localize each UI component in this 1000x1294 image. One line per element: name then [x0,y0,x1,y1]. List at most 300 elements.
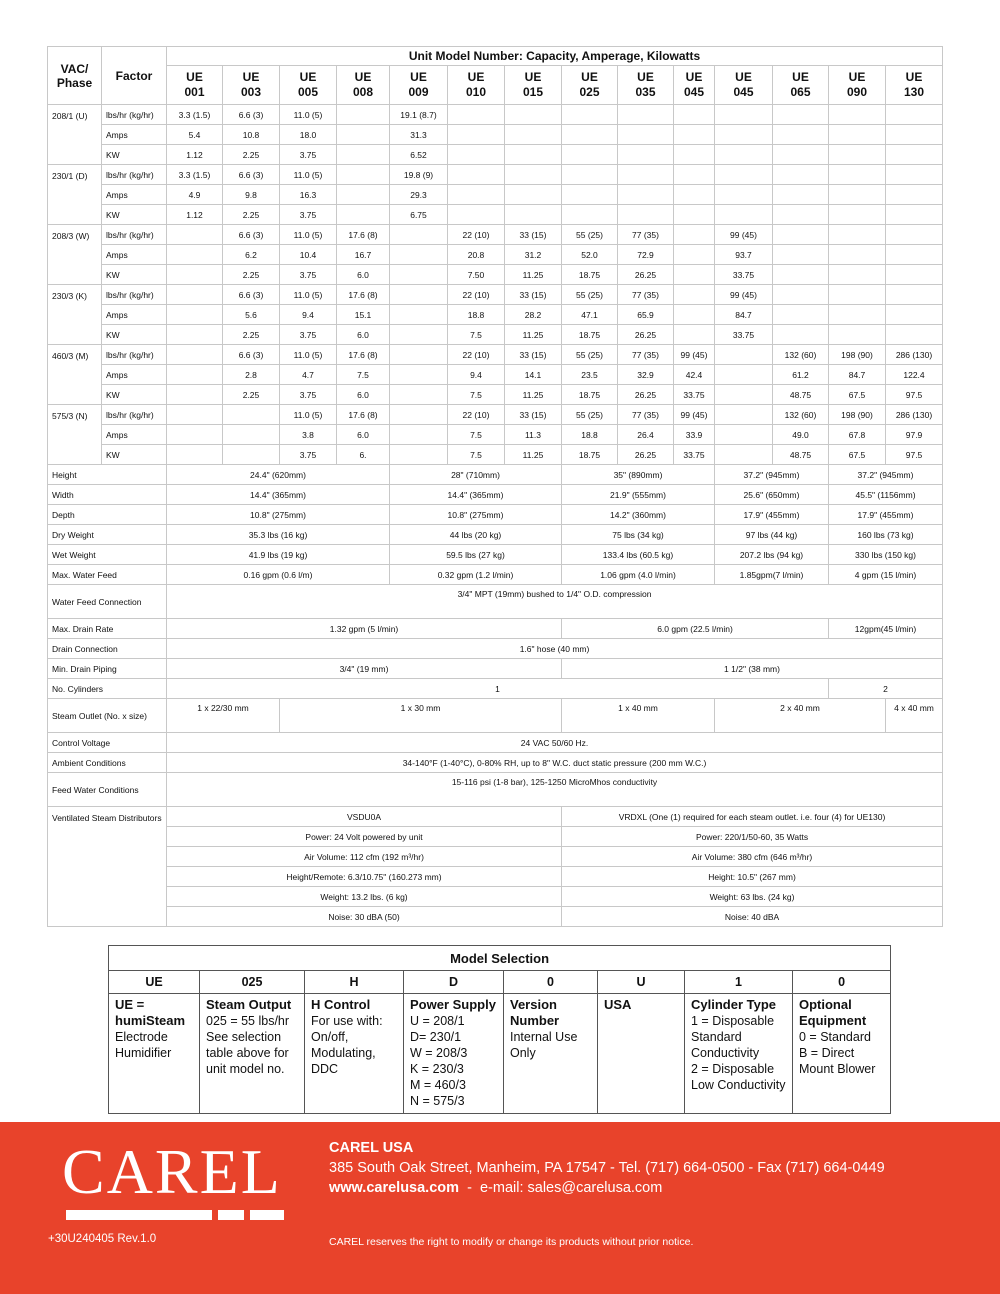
selection-line: M = 460/3 [410,1078,466,1092]
data-cell: 77 (35) [618,285,674,305]
data-cell [674,165,715,185]
spec-label: Min. Drain Piping [48,659,167,679]
disclaimer-text: CAREL reserves the right to modify or change its products without prior notice. [329,1236,694,1248]
distributor-value: Air Volume: 380 cfm (646 m³/hr) [562,847,943,867]
spec-row [48,679,943,699]
factor-label: Amps [102,425,167,445]
data-cell: 16.3 [280,185,337,205]
data-cell [167,305,223,325]
data-cell: 22 (10) [448,225,505,245]
data-cell [829,285,886,305]
data-cell [390,365,448,385]
data-cell: 2.25 [223,205,280,225]
phase-label: 230/1 (D) [48,165,102,225]
selection-line: Internal Use [510,1030,578,1044]
data-cell [886,125,943,145]
data-cell: 20.8 [448,245,505,265]
phase-label: 230/3 (K) [48,285,102,345]
data-cell [829,125,886,145]
data-cell [886,325,943,345]
table-row [48,405,943,425]
data-cell [829,225,886,245]
data-cell [829,165,886,185]
contact-line [329,1180,662,1196]
logo-bar-gap [244,1210,250,1220]
data-cell: 84.7 [829,365,886,385]
data-cell [618,145,674,165]
factor-label: Amps [102,185,167,205]
data-cell [562,185,618,205]
spec-value: 4 x 40 mm [886,699,943,733]
data-cell: 11.0 (5) [280,105,337,125]
spec-value: 41.9 lbs (19 kg) [167,545,390,565]
data-cell [337,185,390,205]
data-cell [715,165,773,185]
spec-label: Max. Water Feed [48,565,167,585]
data-cell: 26.25 [618,325,674,345]
data-cell [390,405,448,425]
factor-label: KW [102,445,167,465]
data-cell: 3.75 [280,325,337,345]
selection-line: N = 575/3 [410,1094,465,1108]
data-cell [715,385,773,405]
data-cell: 22 (10) [448,405,505,425]
data-cell: 33.75 [715,265,773,285]
spec-value: 34-140°F (1-40°C), 0-80% RH, up to 8" W.C. duct static pressure (200 mm W.C.) [167,753,943,773]
data-cell [715,105,773,125]
data-cell: 11.25 [505,445,562,465]
data-cell: 6.6 (3) [223,285,280,305]
data-cell [167,225,223,245]
data-cell [337,145,390,165]
data-cell: 99 (45) [715,225,773,245]
table-row [48,285,943,305]
table-row [48,325,943,345]
factor-label: KW [102,265,167,285]
data-cell: 15.1 [337,305,390,325]
model-number: 065 [790,85,811,99]
spec-value: 45.5" (1156mm) [829,485,943,505]
data-cell: 97.5 [886,385,943,405]
data-cell: 18.75 [562,385,618,405]
spec-value: 4 gpm (15 l/min) [829,565,943,585]
data-cell [448,185,505,205]
selection-line: On/off, [311,1030,349,1044]
table-row [48,245,943,265]
data-cell: 11.25 [505,385,562,405]
spec-value: 10.8" (275mm) [167,505,390,525]
table-row [48,145,943,165]
spec-header [48,47,943,105]
selection-heading: USA [604,997,632,1012]
data-cell [562,165,618,185]
phase-label: 208/3 (W) [48,225,102,285]
data-cell [167,385,223,405]
data-cell: 52.0 [562,245,618,265]
data-cell: 11.3 [505,425,562,445]
table-row [48,385,943,405]
spec-label: Height [48,465,167,485]
data-cell [223,425,280,445]
spec-row [48,753,943,773]
model-header-cell [715,66,773,105]
data-cell [562,105,618,125]
spec-value: 14.4" (365mm) [390,485,562,505]
data-cell [337,125,390,145]
spec-value: 35" (890mm) [562,465,715,485]
selection-code: 025 [200,971,305,994]
data-cell: 6.0 [337,385,390,405]
factor-label: KW [102,205,167,225]
data-cell: 1.12 [167,145,223,165]
data-cell [715,345,773,365]
data-cell [505,105,562,125]
table-row [48,225,943,245]
data-cell: 9.4 [280,305,337,325]
model-header-cell [337,66,390,105]
data-cell: 33 (15) [505,285,562,305]
data-cell: 61.2 [773,365,829,385]
data-cell: 97.9 [886,425,943,445]
data-cell: 3.3 (1.5) [167,105,223,125]
data-cell [773,325,829,345]
spec-row [48,565,943,585]
factor-label: lbs/hr (kg/hr) [102,285,167,305]
distributor-value: Power: 220/1/50-60, 35 Watts [562,827,943,847]
model-selection-table [108,945,891,1114]
spec-value: 1.85gpm(7 l/min) [715,565,829,585]
data-cell: 7.5 [448,325,505,345]
distributor-value: Noise: 40 dBA [562,907,943,927]
data-cell [223,445,280,465]
selection-code: U [598,971,685,994]
data-cell: 99 (45) [674,345,715,365]
data-cell [448,165,505,185]
data-cell [829,105,886,125]
data-cell [505,205,562,225]
selection-code: H [305,971,404,994]
distributor-value: VRDXL (One (1) required for each steam outlet. i.e. four (4) for UE130) [562,807,943,827]
data-cell [886,105,943,125]
data-cell: 198 (90) [829,345,886,365]
data-cell [390,245,448,265]
data-cell [886,245,943,265]
factor-label: lbs/hr (kg/hr) [102,105,167,125]
selection-line: 0 = Standard [799,1030,871,1044]
spec-label: Dry Weight [48,525,167,545]
table-row [48,205,943,225]
distributor-value: Weight: 13.2 lbs. (6 kg) [167,887,562,907]
data-cell [448,125,505,145]
model-number: 045 [683,85,705,99]
data-cell: 17.6 (8) [337,405,390,425]
spec-value: 1.32 gpm (5 l/min) [167,619,562,639]
data-cell [773,185,829,205]
data-cell: 3.3 (1.5) [167,165,223,185]
data-cell [167,245,223,265]
selection-description [404,994,504,1114]
data-cell [773,105,829,125]
data-cell: 286 (130) [886,345,943,365]
data-cell: 33 (15) [505,345,562,365]
data-cell: 4.7 [280,365,337,385]
model-number: 003 [240,85,262,99]
company-address: 385 South Oak Street, Manheim, PA 17547 - Tel. (717) 664-0500 - Fax (717) 664-0449 [329,1160,885,1176]
selection-line: 2 = Disposable [691,1062,775,1076]
model-number: 001 [184,85,205,99]
selection-code: D [404,971,504,994]
data-cell [773,285,829,305]
spec-value: 97 lbs (44 kg) [715,525,829,545]
model-prefix: UE [410,70,427,84]
model-header-cell [223,66,280,105]
data-cell [829,265,886,285]
spec-value: 24 VAC 50/60 Hz. [167,733,943,753]
data-cell: 97.5 [886,445,943,465]
data-cell [674,205,715,225]
data-cell [390,225,448,245]
spec-row [48,773,943,807]
data-cell: 3.8 [280,425,337,445]
data-cell [829,305,886,325]
logo-underline [66,1210,284,1220]
data-cell [715,405,773,425]
selection-description [305,994,404,1114]
data-cell: 2.25 [223,265,280,285]
email-link[interactable]: e-mail: sales@carelusa.com [479,1180,663,1196]
model-prefix: UE [848,70,866,84]
spec-value: 28" (710mm) [390,465,562,485]
selection-line: K = 230/3 [410,1062,464,1076]
data-cell: 122.4 [886,365,943,385]
selection-heading: Power Supply [410,997,496,1012]
spec-row [48,485,943,505]
data-cell: 77 (35) [618,225,674,245]
data-cell: 33.9 [674,425,715,445]
data-cell [715,185,773,205]
data-cell: 2.25 [223,385,280,405]
model-number: 008 [352,85,374,99]
spec-row [48,505,943,525]
data-cell [674,285,715,305]
selection-line: DDC [311,1062,339,1076]
spec-row [48,639,943,659]
data-cell [674,265,715,285]
footer-banner [0,1122,1000,1294]
data-cell: 67.5 [829,385,886,405]
spec-value: 6.0 gpm (22.5 l/min) [562,619,829,639]
data-cell [886,165,943,185]
data-cell: 93.7 [715,245,773,265]
spec-value: 207.2 lbs (94 kg) [715,545,829,565]
model-header-row [48,66,943,105]
data-cell [886,225,943,245]
data-cell: 26.4 [618,425,674,445]
factor-label: Amps [102,365,167,385]
distributor-row [48,887,943,907]
selection-line: Standard [691,1030,742,1044]
model-header-cell [390,66,448,105]
spec-value: 10.8" (275mm) [390,505,562,525]
data-cell [886,185,943,205]
data-cell [886,145,943,165]
spec-value: 17.9" (455mm) [715,505,829,525]
data-cell: 67.8 [829,425,886,445]
factor-label: lbs/hr (kg/hr) [102,165,167,185]
selection-line: unit model no. [206,1062,285,1076]
data-cell: 16.7 [337,245,390,265]
spec-value: 133.4 lbs (60.5 kg) [562,545,715,565]
data-cell: 10.4 [280,245,337,265]
spec-value: 35.3 lbs (16 kg) [167,525,390,545]
model-prefix: UE [354,70,372,84]
data-cell [773,265,829,285]
data-cell: 2.8 [223,365,280,385]
distributor-value: Height: 10.5" (267 mm) [562,867,943,887]
factor-label: KW [102,385,167,405]
data-cell: 18.75 [562,325,618,345]
data-cell: 6.0 [337,265,390,285]
factor-label: KW [102,325,167,345]
model-prefix: UE [792,70,809,84]
data-cell: 17.6 (8) [337,285,390,305]
spec-value: 15-116 psi (1-8 bar), 125-1250 MicroMhos conductivity [167,773,943,807]
selection-line: Electrode [115,1030,168,1044]
spec-value: 2 [829,679,943,699]
selection-description [685,994,793,1114]
data-cell: 7.5 [448,445,505,465]
selection-heading: Steam Output [206,997,292,1012]
spec-row [48,585,943,619]
data-cell [829,145,886,165]
data-cell: 198 (90) [829,405,886,425]
data-cell [167,365,223,385]
spec-value: 75 lbs (34 kg) [562,525,715,545]
selection-code: 0 [504,971,598,994]
data-cell: 26.25 [618,385,674,405]
data-cell: 2.25 [223,325,280,345]
website-link[interactable]: www.carelusa.com [329,1180,460,1196]
table-row [48,445,943,465]
spec-value: 14.2" (360mm) [562,505,715,525]
distributor-value: Noise: 30 dBA (50) [167,907,562,927]
data-cell: 33 (15) [505,225,562,245]
spec-label: Ventilated Steam Distributors [48,807,167,927]
selection-line: 025 = 55 lbs/hr [206,1014,290,1028]
selection-heading: Version Number [510,997,560,1028]
data-cell [167,325,223,345]
spec-row [48,545,943,565]
data-cell [715,445,773,465]
distributor-row [48,907,943,927]
selection-line: See selection [206,1030,282,1044]
data-cell: 5.4 [167,125,223,145]
data-cell: 132 (60) [773,405,829,425]
spec-value: 24.4" (620mm) [167,465,390,485]
data-cell [886,305,943,325]
selection-line: Mount Blower [799,1062,876,1076]
data-cell: 55 (25) [562,285,618,305]
model-header-cell [562,66,618,105]
data-cell [829,245,886,265]
data-cell [337,205,390,225]
data-cell: 32.9 [618,365,674,385]
data-cell [505,185,562,205]
table-row [48,305,943,325]
spec-body [48,105,943,927]
data-cell [390,345,448,365]
data-cell [390,385,448,405]
spec-label: Drain Connection [48,639,167,659]
data-cell: 11.0 (5) [280,285,337,305]
data-cell [715,365,773,385]
data-cell: 3.75 [280,205,337,225]
data-cell [773,145,829,165]
spec-label: Width [48,485,167,505]
table-row [48,105,943,125]
model-prefix: UE [524,70,542,84]
data-cell: 84.7 [715,305,773,325]
data-cell: 33 (15) [505,405,562,425]
spec-value: 14.4" (365mm) [167,485,390,505]
data-cell: 3.75 [280,145,337,165]
distributor-row [48,867,943,887]
factor-label: lbs/hr (kg/hr) [102,225,167,245]
data-cell [390,265,448,285]
model-prefix: UE [242,70,260,84]
data-cell: 6.6 (3) [223,345,280,365]
vac-label: VAC/ [60,61,89,76]
selection-line: Humidifier [115,1046,172,1060]
selection-description [504,994,598,1114]
data-cell: 31.2 [505,245,562,265]
distributor-row [48,847,943,867]
data-cell [390,325,448,345]
model-header-cell [674,66,715,105]
spec-value: 3/4" (19 mm) [167,659,562,679]
spec-value: 1 1/2" (38 mm) [562,659,943,679]
data-cell: 7.5 [448,425,505,445]
data-cell: 18.75 [562,265,618,285]
data-cell [618,205,674,225]
data-cell: 18.8 [562,425,618,445]
selection-heading: Optional Equipment [799,997,867,1028]
data-cell: 6.0 [337,325,390,345]
data-cell: 11.0 (5) [280,165,337,185]
data-cell: 6.0 [337,425,390,445]
selection-line: W = 208/3 [410,1046,468,1060]
data-cell [390,425,448,445]
factor-label: KW [102,145,167,165]
selection-line: Modulating, [311,1046,376,1060]
spec-value: 17.9" (455mm) [829,505,943,525]
model-header-cell [886,66,943,105]
data-cell: 3.75 [280,265,337,285]
data-cell: 77 (35) [618,345,674,365]
data-cell [829,205,886,225]
data-cell [618,105,674,125]
data-cell: 65.9 [618,305,674,325]
distributor-row [48,827,943,847]
data-cell: 11.25 [505,325,562,345]
data-cell: 18.75 [562,445,618,465]
data-cell [886,205,943,225]
spec-label: Depth [48,505,167,525]
data-cell: 6.75 [390,205,448,225]
model-header-cell [505,66,562,105]
selection-description [109,994,200,1114]
spec-row [48,659,943,679]
